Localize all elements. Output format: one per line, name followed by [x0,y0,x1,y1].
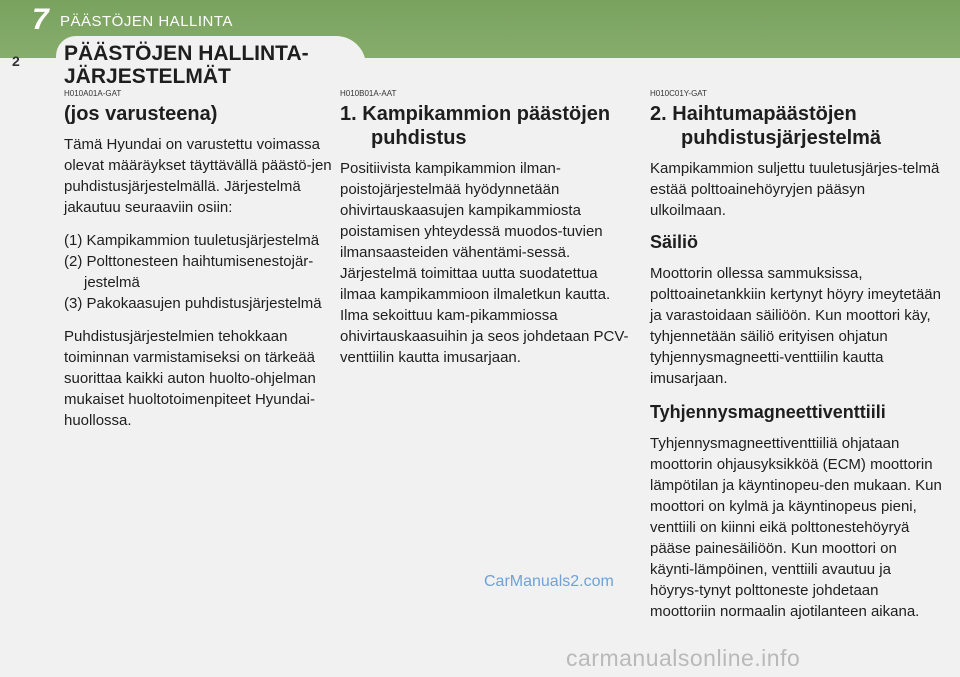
canister-paragraph: Moottorin ollessa sammuksissa, polttoainetankkiin kertynyt höyry imeytetään ja varastoidaan säiliöön. Kun moottori käy, tyhjennetään säiliö erityisen ohjatun tyhjennysmagneetti-venttiilin kautta imusarjaan. [650,265,941,387]
systems-list [64,230,354,314]
purge-valve-paragraph: Tyhjennysmagneettiventtiiliä ohjataan moottorin ohjausyksikköä (ECM) moottorin lämpötilan ja käyntinopeu-den mukaan. Kun moottori on kylmä ja käyntinopeus pieni, venttiili on kiinni eikä polttonestehöyryä pääse painesäiliöön. Kun moottori on käynti-lämpöinen, venttiili avautuu ja höyrys-tynyt polttoneste johdetaan moottoriin normaalin ajotilanteen aikana. [650,435,942,620]
heading-number: 2. [650,103,667,125]
chapter-number: 7 [32,3,49,36]
column-heading [340,102,632,150]
list-item: (2) Polttonesteen haihtumisenestojär- [64,253,314,270]
watermark-carmanuals2: CarManuals2.com [484,573,614,590]
subheading-canister: Säiliö [650,232,699,252]
watermark-carmanualsonline: carmanualsonline.info [566,645,801,671]
column-evaporative [650,88,942,634]
intro-paragraph: Kampikammion suljettu tuuletusjärjes-telmä estää polttoainehöyryjen pääsyn ulkoilmaan. [650,160,940,219]
intro-paragraph: Tämä Hyundai on varustettu voimassa olevat määräykset täyttävällä päästö-jen puhdistusjärjestelmällä. Järjestelmä jakautuu seuraaviin osiin: [64,136,332,216]
column-intro [64,88,354,443]
section-title [64,42,344,88]
list-item [64,272,354,293]
column-heading [650,102,942,150]
heading-number: 1. [340,103,357,125]
column-heading: (jos varusteena) [64,103,218,125]
column-crankcase [340,88,632,380]
outro-paragraph: Puhdistusjärjestelmien tehokkaan toiminnan varmistamiseksi on tärkeää suorittaa kaikki auton huolto-ohjelman mukaiset huoltotoimenpiteet Hyundai-huollossa. [64,328,316,429]
list-item: (1) Kampikammion tuuletusjärjestelmä [64,232,320,249]
heading-line1: Kampikammion päästöjen [362,103,611,125]
heading-line2: puhdistus [371,127,467,149]
page-number: 2 [12,53,20,69]
heading-line1: Haihtumapäästöjen [672,103,857,125]
section-code: H010C01Y-GAT [650,89,707,98]
list-item-continuation: jestelmä [84,274,140,291]
heading-line2: puhdistusjärjestelmä [681,127,882,149]
list-item: (3) Pakokaasujen puhdistusjärjestelmä [64,295,322,312]
body-paragraph: Positiivista kampikammion ilman-poistojärjestelmää hyödynnetään ohivirtauskaasujen kampikammiosta poistamisen yhteydessä muodos-tuvien ilmansaasteiden vähentämi-sessä. Järjestelmä toimittaa uutta suodatettua ilmaa kampikammioon ilmaletkun kautta. Ilma sekoittuu kam-pikammiossa ohivirtauskaasuihin ja seos johdetaan PCV-venttiilin kautta imusarjaan. [340,160,629,366]
chapter-title: PÄÄSTÖJEN HALLINTA [60,13,233,30]
section-title-line1: PÄÄSTÖJEN HALLINTA- [64,42,309,65]
section-code: H010B01A-AAT [340,89,397,98]
section-code: H010A01A-GAT [64,89,122,98]
section-title-line2: JÄRJESTELMÄT [64,65,231,88]
subheading-purge-valve: Tyhjennysmagneettiventtiili [650,402,886,422]
